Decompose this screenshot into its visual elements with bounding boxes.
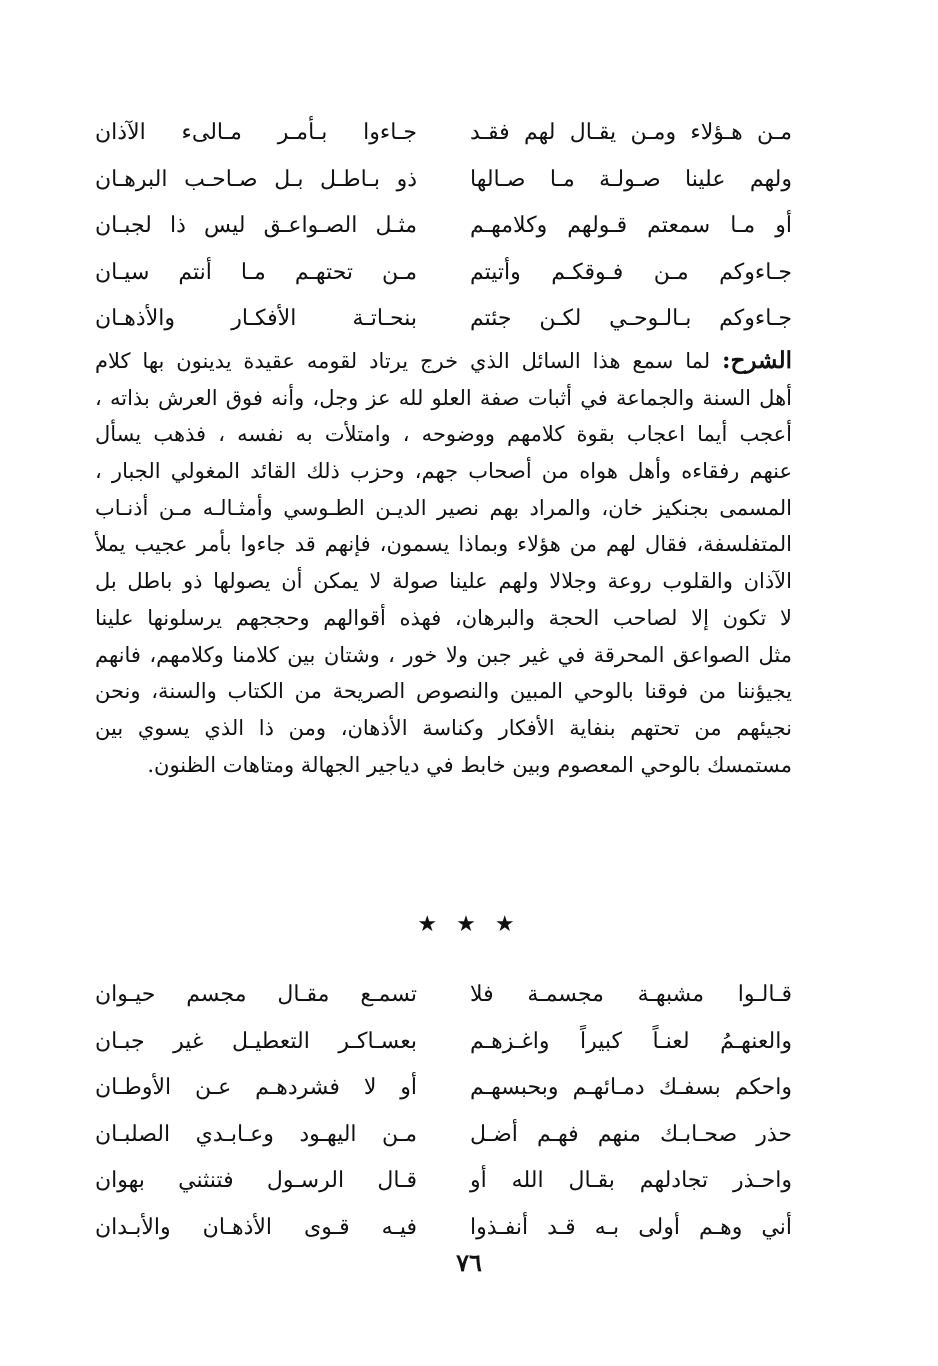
verse-row — [95, 1158, 792, 1205]
verse-row — [95, 1112, 792, 1159]
verse-row — [95, 1205, 792, 1252]
poem-top — [95, 110, 792, 343]
hemistich-left: بعسـاكـر التعطيـل غير جبـان — [95, 1028, 417, 1054]
hemistich-right: والعنهـمُ لعنـاً كبيراً واغـزهـم — [470, 1028, 792, 1054]
page-number: ٧٦ — [456, 1248, 482, 1277]
verse-row — [95, 1019, 792, 1066]
explanation-label: الشرح: — [722, 347, 792, 374]
hemistich-left: تسمـع مقـال مجسم حيـوان — [95, 982, 417, 1008]
explanation-line: المتفلسفة، فقال لهم من هؤلاء وبماذا يسمون، فإنهم قد جاءوا بأمر عجيب يملأ — [95, 532, 792, 557]
explanation-line: نجيئهم من تحتهم بنفاية الأفكار وكناسة الأذهان، ومن ذا الذي يسوي بين — [95, 715, 792, 740]
hemistich-left: أو لا فشردهـم عـن الأوطـان — [95, 1075, 417, 1101]
hemistich-left: مثـل الصـواعـق ليس ذا لجبـان — [95, 213, 417, 239]
hemistich-right: أو مـا سمعتم قـولهم وكلامهـم — [470, 213, 792, 239]
explanation-line: يجيؤننا من فوقنا بالوحي المبين والنصوص الصريحة من الكتاب والسنة، ونحن — [95, 679, 793, 704]
hemistich-left: ذو بـاطـل بـل صـاحـب البرهـان — [95, 166, 417, 192]
explanation-paragraph — [95, 343, 792, 783]
explanation-line: مثل الصواعق المحرقة في غير جبن ولا خور ، وشتان بين كلامنا وكلامهم، فانهم — [95, 642, 792, 667]
explanation-line: المسمى بجنكيز خان، والمراد بهم نصير الديـن الطـوسي وأمثـالـه مـن أذنـاب — [95, 495, 792, 520]
explanation-line: أعجب أيما اعجاب بقوة كلامهم ووضوحه ، وامتلأت به نفسه ، فذهب يسأل — [95, 422, 792, 447]
verse-row — [95, 296, 792, 343]
hemistich-left: مـن تحتهـم مـا أنتم سيـان — [95, 259, 417, 285]
hemistich-right: حذر صحـابـك منهم فهـم أضـل — [470, 1121, 792, 1147]
hemistich-right: أني وهـم أولى بـه قـد أنفـذوا — [470, 1214, 792, 1240]
hemistich-right: واحـذر تجادلهم بقـال الله أو — [470, 1168, 792, 1194]
explanation-line: عنهم رفقاءه وأهل هواه من أصحاب جهم، وحزب ذلك القائد المغولي الجبار ، — [95, 459, 792, 484]
explanation-line: لا تكون إلا لصاحب الحجة والبرهان، فهذه أقوالهم وحججهم يرسلونها علينا — [95, 605, 792, 630]
explanation-line-text: لما سمع هذا السائل الذي خرج يرتاد لقومه عقيدة يدينون بها كلام — [95, 349, 711, 373]
verse-row — [95, 203, 792, 250]
hemistich-right: مـن هـؤلاء ومـن يقـال لهم فقـد — [470, 120, 792, 146]
verse-row — [95, 110, 792, 157]
verse-row — [95, 157, 792, 204]
verse-row — [95, 1065, 792, 1112]
explanation-line-first — [95, 343, 792, 380]
hemistich-right: قـالـوا مشبهـة مجسمـة فلا — [470, 982, 792, 1008]
hemistich-right: جـاءوكم مـن فـوقكـم وأتيتم — [470, 259, 792, 285]
section-separator-stars: ★ ★ ★ — [417, 912, 521, 937]
hemistich-right: واحكم بسفـك دمـائهـم وبحبسهـم — [470, 1075, 792, 1101]
hemistich-left: مـن اليهـود وعـابـدي الصلبـان — [95, 1121, 417, 1147]
poem-bottom — [95, 972, 792, 1251]
explanation-line: أهل السنة والجماعة في أثبات صفة العلو لله عز وجل، وأنه فوق العرش بذاته ، — [95, 385, 792, 410]
explanation-line: الآذان والقلوب روعة وجلالا ولهم علينا صولة لا يمكن أن يصولها ذو باطل بل — [95, 569, 792, 594]
hemistich-right: جـاءوكم بـالـوحـي لكـن جئتم — [470, 306, 792, 332]
hemistich-left: جـاءوا بـأمـر مـالىء الآذان — [95, 120, 417, 146]
hemistich-left: بنحـاتـة الأفكـار والأذهـان — [95, 306, 417, 332]
verse-row — [95, 250, 792, 297]
explanation-line: مستمسك بالوحي المعصوم وبين خابط في دياجير الجهالة ومتاهات الظنون. — [147, 752, 792, 777]
hemistich-left: قـال الرسـول فتنثني بهوان — [95, 1168, 417, 1194]
hemistich-left: فيـه قـوى الأذهـان والأبـدان — [95, 1214, 417, 1240]
verse-row — [95, 972, 792, 1019]
hemistich-right: ولهم علينا صـولـة مـا صـالها — [470, 166, 792, 192]
